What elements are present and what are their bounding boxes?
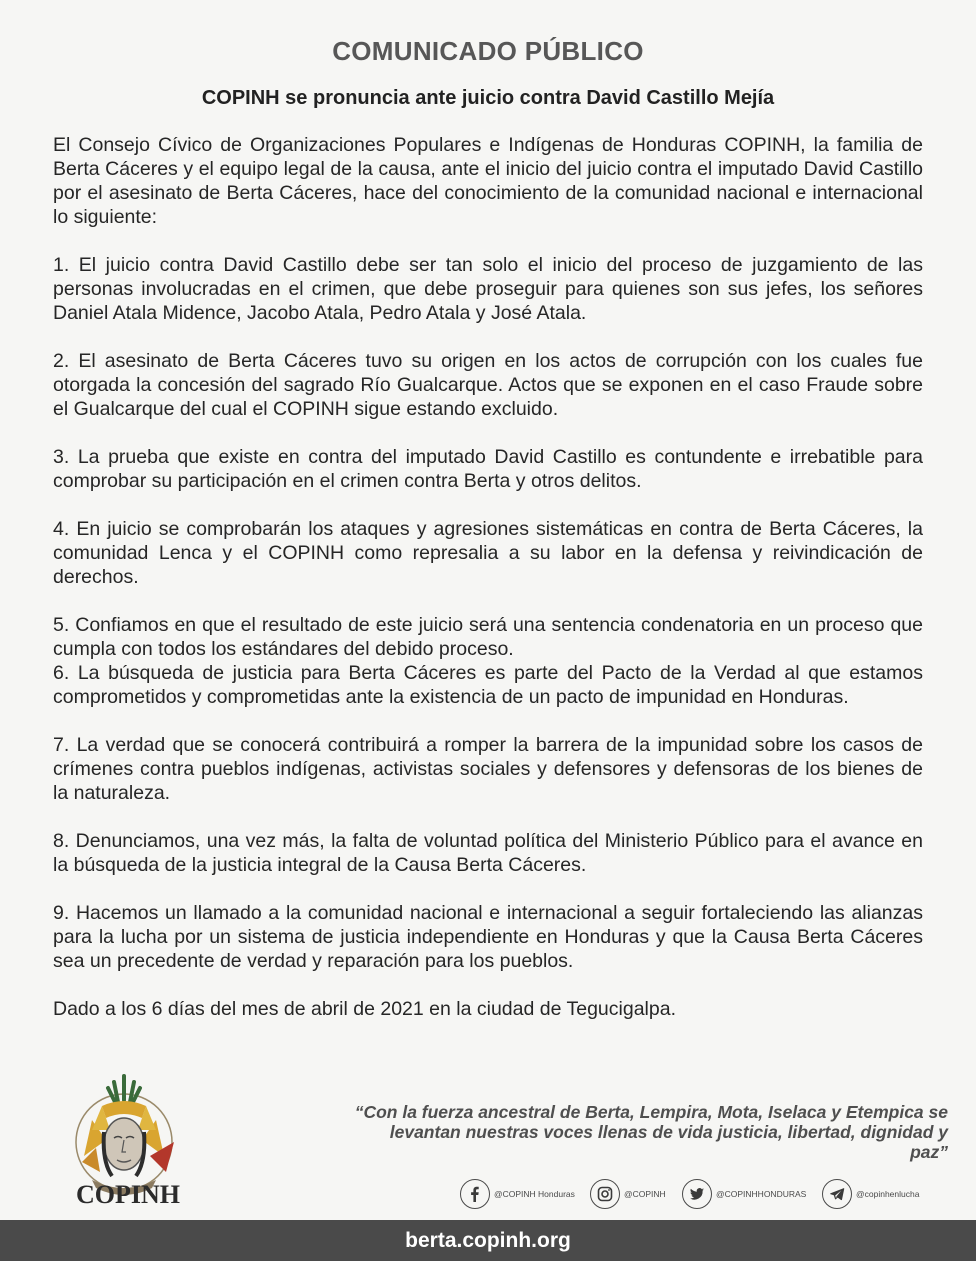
page-title: COMUNICADO PÚBLICO	[332, 36, 644, 66]
social-telegram[interactable]	[822, 1176, 919, 1212]
telegram-icon	[822, 1179, 852, 1209]
twitter-icon	[682, 1179, 712, 1209]
instagram-handle: @COPINH	[624, 1189, 666, 1199]
social-links	[460, 1176, 960, 1212]
social-instagram[interactable]	[590, 1176, 666, 1212]
page-subtitle: COPINH se pronuncia ante juicio contra David Castillo Mejía	[201, 87, 775, 109]
point-4: 4. En juicio se comprobarán los ataques y agresiones sistemáticas en contra de Berta Cáceres, la comunidad Lenca y el COPINH como represalia a su labor en la defensa y reivindicación de derechos.	[53, 518, 923, 588]
closing-paragraph: Dado a los 6 días del mes de abril de 2021 en la ciudad de Tegucigalpa.	[53, 998, 676, 1020]
social-facebook[interactable]	[460, 1176, 575, 1212]
point-8: 8. Denunciamos, una vez más, la falta de voluntad política del Ministerio Público para el avance en la búsqueda de la justicia integral de la Causa Berta Cáceres.	[53, 830, 923, 876]
intro-paragraph: El Consejo Cívico de Organizaciones Populares e Indígenas de Honduras COPINH, la familia de Berta Cáceres y el equipo legal de la causa, ante el inicio del juicio contra el imputado David Castillo por el asesinato de Berta Cáceres, hace del conocimiento de la comunidad nacional e internacional lo siguiente:	[53, 134, 923, 228]
point-2: 2. El asesinato de Berta Cáceres tuvo su origen en los actos de corrupción con los cuales fue otorgada la concesión del sagrado Río Gualcarque. Actos que se exponen en el caso Fraude sobre el Gualcarque del cual el COPINH sigue estando excluido.	[53, 350, 923, 420]
closing-quote: “Con la fuerza ancestral de Berta, Lempira, Mota, Iselaca y Etempica se levantan nuestras voces llenas de vida justicia, libertad, dignidad y paz”	[354, 1102, 948, 1162]
instagram-icon	[590, 1179, 620, 1209]
social-twitter[interactable]	[682, 1176, 806, 1212]
facebook-icon	[460, 1179, 490, 1209]
telegram-handle: @copinhenlucha	[856, 1189, 920, 1199]
point-1: 1. El juicio contra David Castillo debe ser tan solo el inicio del proceso de juzgamiento de las personas involucradas en el crimen, que debe proseguir para quienes son sus jefes, los señores Daniel Atala Midence, Jacobo Atala, Pedro Atala y José Atala.	[53, 254, 923, 324]
twitter-handle: @COPINHHONDURAS	[716, 1189, 807, 1199]
point-9: 9. Hacemos un llamado a la comunidad nacional e internacional a seguir fortaleciendo las alianzas para la lucha por un sistema de justicia independiente en Honduras y que la Causa Berta Cáceres sea un precedente de verdad y reparación para los pueblos.	[53, 902, 923, 972]
facebook-handle: @COPINH Honduras	[494, 1189, 575, 1199]
footer-bar	[0, 1220, 976, 1261]
point-6: 6. La búsqueda de justicia para Berta Cáceres es parte del Pacto de la Verdad al que estamos comprometidos y comprometidas ante la existencia de un pacto de impunidad en Honduras.	[53, 662, 923, 708]
statement-body	[53, 133, 923, 1021]
point-3: 3. La prueba que existe en contra del imputado David Castillo es contundente e irrebatible para comprobar su participación en el crimen contra Berta y otros delitos.	[53, 446, 923, 492]
point-7: 7. La verdad que se conocerá contribuirá a romper la barrera de la impunidad sobre los casos de crímenes contra pueblos indígenas, activistas sociales y defensores y defensoras de los bienes de la naturaleza.	[53, 734, 923, 804]
footer-url-link[interactable]: berta.copinh.org	[405, 1229, 571, 1252]
point-5: 5. Confiamos en que el resultado de este juicio será una sentencia condenatoria en un proceso que cumpla con todos los estándares del debido proceso.	[53, 614, 923, 660]
logo-text: COPINH	[76, 1180, 180, 1209]
